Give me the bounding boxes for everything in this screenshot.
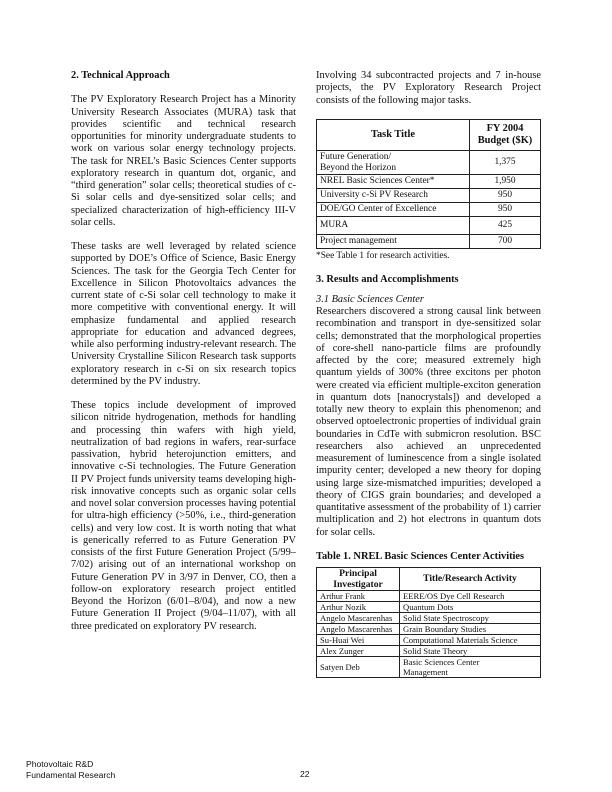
task-budget: 950 (470, 189, 541, 203)
task-title: MURA (317, 216, 470, 234)
activity: Solid State Theory (400, 645, 541, 656)
table-footnote: *See Table 1 for research activities. (316, 250, 450, 261)
table-row (317, 189, 541, 203)
right-column (316, 70, 541, 678)
results-paragraph: Researchers discovered a strong causal link between recombination and transport in dye-sensitized solar cells; demonstrated that the morphological properties of core-shell nano-particle films are profoundly affected by the core; measured extremely high quantum yields of 300% (three excitons per photon were created via efficient multiple-exciton generation in quantum dots [nanocrystals]) and developed a totally new theory to explain this phenomenon; and observed optoelectronic properties of individual grain boundaries in CdTe with submicron resolution. BSC researchers also achieved an unprecedented measurement of luminescence from a single isolated impurity center; developed a new theory for doping using large size-mismatched impurities; developed a theory of CIGS grain boundaries; and developed a quantitative assessment of the probability of 1) carrier multiplication and 2) hot electrons in quantum dots for solar cells. (316, 306, 541, 538)
table-row (317, 612, 541, 623)
task-budget: 1,375 (470, 150, 541, 175)
investigator: Satyen Deb (317, 656, 400, 677)
left-column (71, 70, 296, 633)
activity: Quantum Dots (400, 601, 541, 612)
table-row (317, 150, 541, 175)
table-row (317, 645, 541, 656)
paragraph: These topics include development of improved silicon nitride hydrogenation, methods for handling and processing thin wafers with high yield, neutralization of bad regions in wafers, rear-surface passivation, hybrid heterojunction emitters, and innovative c-Si technologies. The Future Generation II PV Project funds university teams developing high-risk innovative concepts such as organic solar cells and novel solar conversion processes having potential for ultra-high efficiency (>50%, i.e., third-generation cells) and very low cost. It is worth noting that what is generically referred to as Future Generation PV consists of the first Future Generation Project (5/99–7/02) arising out of an international workshop on Future Generation PV in 3/97 in Denver, CO, then a follow-on exploratory research project entitled Beyond the Horizon (6/01–8/04), and now a new Future Generation II Project (9/04–11/07), with all three predicated on exploratory PV research. (71, 400, 296, 632)
task-title: University c-Si PV Research (317, 189, 470, 203)
investigator: Angelo Mascarenhas (317, 623, 400, 634)
column-header-investigator (317, 567, 400, 590)
task-title: NREL Basic Sciences Center* (317, 175, 470, 189)
budget-header-line1: FY 2004 (486, 122, 524, 134)
paragraph: These tasks are well leveraged by related science supported by DOE’s Office of Science, Basic Energy Sciences. The task for the Georgia Tech Center for Excellence in Silicon Photovoltaics advances the current state of c-Si solar cell technology to make it more competitive with conventional energy. It will emphasize fundamental and applied research appropriate for education and advanced degrees, while also performing industry-relevant research. The University Crystalline Silicon Research task supports exploratory research in c-Si on six research topics determined by the PV industry. (71, 241, 296, 387)
task-budget-table (316, 119, 541, 249)
table-row (317, 175, 541, 189)
activity: Solid State Spectroscopy (400, 612, 541, 623)
table-row (317, 656, 541, 677)
investigator: Alex Zunger (317, 645, 400, 656)
activity-line2: Management (403, 666, 448, 677)
column-header-budget (470, 119, 541, 150)
table-row (317, 234, 541, 248)
activity: Computational Materials Science (400, 634, 541, 645)
task-title: Future Generation/ (320, 151, 392, 162)
paragraph: The PV Exploratory Research Project has a Minority University Research Associates (MURA) task that provides scientific and technical research opportunities for minority undergraduate students to work on various solar energy technology projects. The task for NREL’s Basic Sciences Center supports exploratory research in quantum dot, organic, and “third generation” solar cells; theoretical studies of c-Si solar cells and dye-sensitized solar cells; and specialized characterization of high-efficiency III-V solar cells. (71, 94, 296, 228)
activity (400, 656, 541, 677)
column-header-activity: Title/Research Activity (400, 567, 541, 590)
footer-line2: Fundamental Research (26, 769, 116, 780)
table-row (317, 623, 541, 634)
page-footer (26, 759, 115, 780)
table-row (317, 590, 541, 601)
investigator: Su-Huai Wei (317, 634, 400, 645)
task-title: Project management (317, 234, 470, 248)
footer-line1: Photovoltaic R&D (26, 759, 94, 769)
activity-line1: Basic Sciences Center (403, 656, 480, 667)
task-budget: 425 (470, 216, 541, 234)
table-header-row (317, 119, 541, 150)
investigator: Angelo Mascarenhas (317, 612, 400, 623)
task-title-cell (317, 150, 470, 175)
intro-paragraph: Involving 34 subcontracted projects and 7 in-house projects, the PV Exploratory Research Project consists of the following major tasks. (316, 70, 541, 106)
section-heading-results: 3. Results and Accomplishments (316, 273, 459, 285)
page-number: 22 (300, 769, 310, 779)
activity: EERE/OS Dye Cell Research (400, 590, 541, 601)
activities-table (316, 567, 541, 678)
task-budget: 700 (470, 234, 541, 248)
task-budget: 950 (470, 202, 541, 216)
table-row (317, 601, 541, 612)
column-header-task-title: Task Title (317, 119, 470, 150)
table1-caption: Table 1. NREL Basic Sciences Center Activities (316, 550, 525, 562)
investigator-header-line2: Investigator (333, 578, 383, 590)
table-row (317, 634, 541, 645)
table-row (317, 202, 541, 216)
table-header-row (317, 567, 541, 590)
task-title: DOE/GO Center of Excellence (317, 202, 470, 216)
investigator: Arthur Nozik (317, 601, 400, 612)
investigator-header-line1: Principal (339, 567, 377, 579)
investigator: Arthur Frank (317, 590, 400, 601)
subsection-heading: 3.1 Basic Sciences Center (316, 293, 424, 305)
table-row (317, 216, 541, 234)
section-heading-technical-approach: 2. Technical Approach (71, 70, 170, 81)
task-budget: 1,950 (470, 175, 541, 189)
task-title-cont: Beyond the Horizon (320, 162, 397, 173)
budget-header-line2: Budget ($K) (477, 134, 533, 146)
activity: Grain Boundary Studies (400, 623, 541, 634)
